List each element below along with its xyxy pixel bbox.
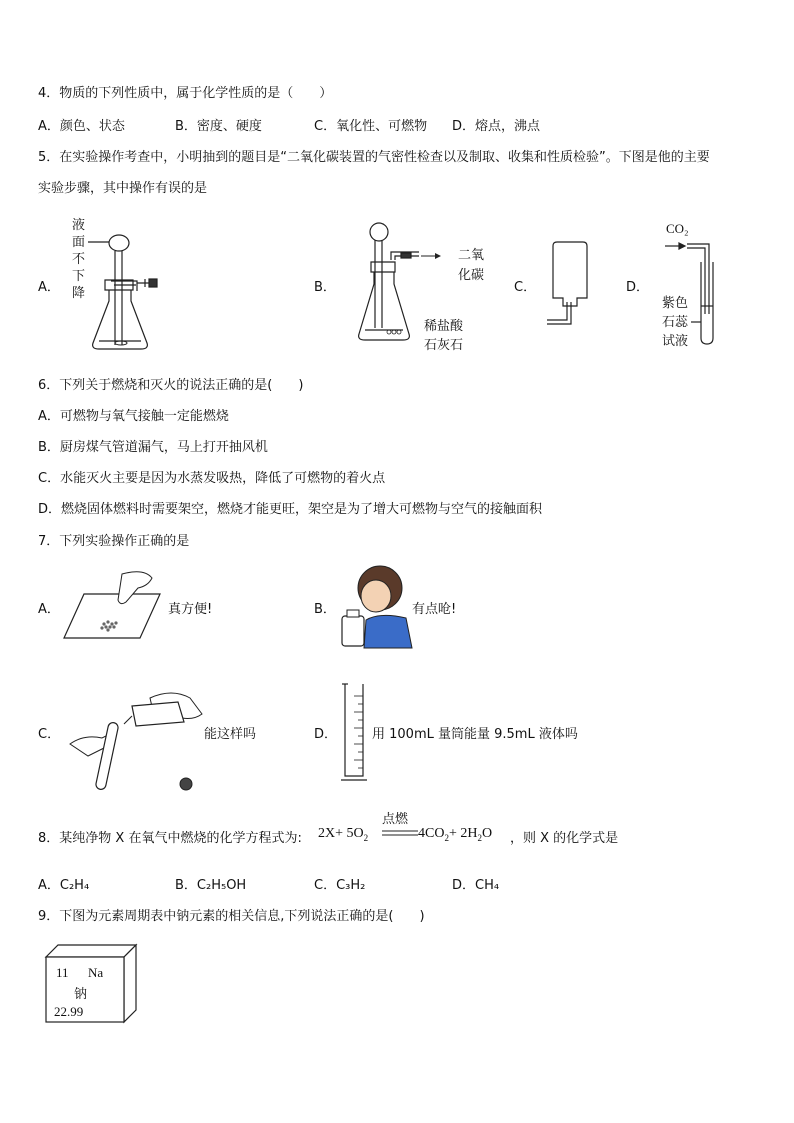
q8-stem-prefix: 8．某纯净物 X 在氧气中燃烧的化学方程式为: [38,831,302,846]
q7-fig-c-pouring-liquid [62,684,212,796]
label-char: 面 [72,235,86,250]
label-char: 降 [72,286,86,301]
q4-option-c: C．氧化性、可燃物 [314,119,428,134]
q8-option-a: A．C₂H₄ [38,878,90,893]
q9-element-name: 钠 [74,987,88,1002]
q5-option-a: A． [38,280,60,295]
q9-element-symbol: Na [88,965,104,980]
q5-fig-b-gas-label-2: 化碳 [458,268,485,283]
q5-fig-b-acid-label: 稀盐酸 [424,319,464,334]
q5-fig-d-litmus-3: 试液 [662,334,689,349]
q8-equation-left: $2X+ 5O_2$ [318,826,369,843]
q8-option-c: C．C₃H₂ [314,878,366,893]
q5-fig-d-co2-label: CO₂ [666,221,689,236]
q5-fig-b-flask-diagram [355,218,435,353]
q8-equation-right: $4CO_2+ 2H_2O$ [418,826,493,843]
label-char: 下 [72,269,86,284]
q6-option-c: C．水能灭火主要是因为水蒸发吸热，降低了可燃物的着火点 [38,471,386,486]
q5-fig-b-gas-label-1: 二氧 [458,248,485,263]
q5-fig-d-litmus-1: 紫色 [662,296,689,311]
q7-option-a: A． [38,602,60,617]
q8-reaction-condition: 点燃 [382,812,409,827]
q4-option-d: D．熔点，沸点 [452,119,541,134]
q5-stem-line1: 5．在实验操作考查中，小明抽到的题目是“二氧化碳装置的气密性检查以及制取、收集和性质检验”。下图是他的主要 [38,150,710,165]
q4-option-a: A．颜色、状态 [38,119,125,134]
q6-option-a: A．可燃物与氧气接触一定能燃烧 [38,409,229,424]
q7-stem: 7．下列实验操作正确的是 [38,534,190,549]
label-char: 液 [72,218,86,233]
q7-option-b-caption: 有点呛! [412,602,457,617]
q5-stem-line2: 实验步骤，其中操作有误的是 [38,181,208,196]
q7-fig-b-boy-smelling [336,560,416,652]
q5-option-b: B． [314,280,336,295]
q5-fig-c-bottle-diagram [545,240,595,330]
q7-option-c-caption: 能这样吗 [204,727,257,742]
label-char: 不 [72,252,86,267]
q8-stem-suffix: ，则 X 的化学式是 [510,831,619,846]
q6-stem: 6．下列关于燃烧和灭火的说法正确的是( ) [38,378,304,393]
q8-equals-sign [382,829,418,837]
q8-option-d: D．CH₄ [452,878,500,893]
q4-option-b: B．密度、硬度 [175,119,262,134]
q7-fig-a-hand-powder [62,566,172,646]
q5-option-c: C． [514,280,537,295]
q9-stem: 9．下图为元素周期表中钠元素的相关信息,下列说法正确的是( ) [38,909,425,924]
q5-fig-b-stone-label: 石灰石 [424,338,464,353]
q5-option-d: D． [626,280,650,295]
q9-atomic-mass: 22.99 [54,1004,84,1019]
q5-fig-a-flask-diagram [85,225,175,360]
q7-option-c: C． [38,727,61,742]
q7-option-d-caption: 用 100mL 量筒能量 9.5mL 液体吗 [372,727,578,742]
q6-option-d: D．燃烧固体燃料时需要架空，燃烧才能更旺，架空是为了增大可燃物与空气的接触面积 [38,502,543,517]
q7-option-b: B． [314,602,336,617]
q7-fig-d-graduated-cylinder [338,680,370,784]
q8-option-b: B．C₂H₅OH [175,878,247,893]
q7-option-a-caption: 真方便! [168,602,213,617]
q4-stem: 4．物质的下列性质中，属于化学性质的是（ ） [38,86,333,101]
q7-option-d: D． [314,727,338,742]
q5-fig-d-litmus-2: 石蕊 [662,315,689,330]
q9-atomic-number: 11 [56,965,69,980]
q6-option-b: B．厨房煤气管道漏气，马上打开抽风机 [38,440,268,455]
